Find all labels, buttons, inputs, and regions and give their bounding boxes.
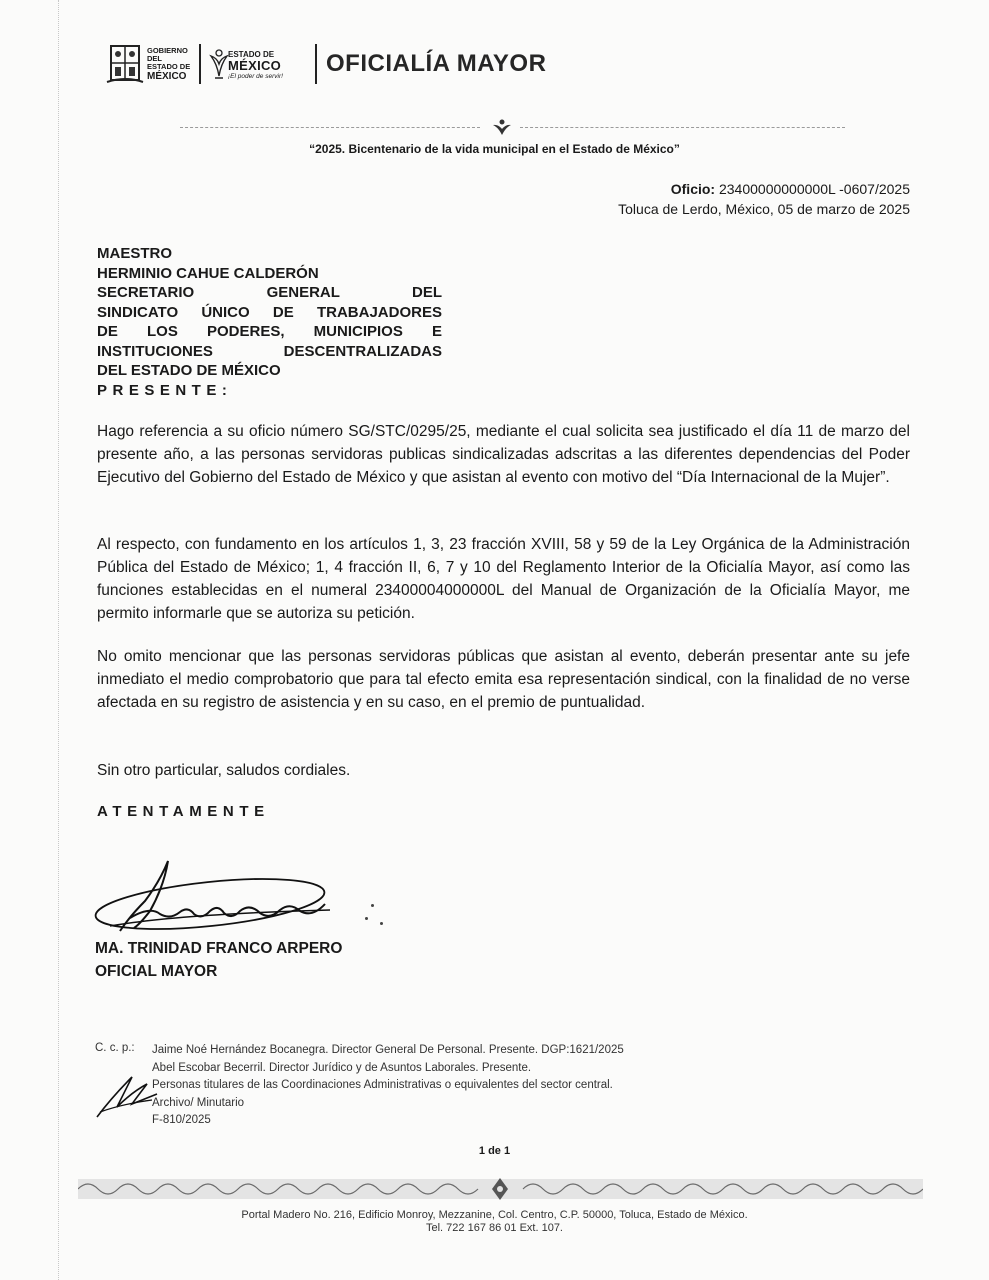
state-government-label — [147, 47, 197, 82]
body-paragraph-4: Sin otro particular, saludos cordiales. — [97, 762, 351, 779]
signer-title: OFICIAL MAYOR — [95, 963, 218, 980]
ccp-line: Jaime Noé Hernández Bocanegra. Director General De Personal. Presente. DGP:1621/2025 — [152, 1044, 624, 1056]
oficio-number: 23400000000000L -0607/2025 — [718, 181, 910, 197]
oficio-label: Oficio: — [670, 181, 716, 197]
body-paragraph-2: Al respecto, con fundamento en los artículos 1, 3, 23 fracción XVIII, 58 y 59 de la Ley Orgánica de la Administración Pública del Estado de México; 1, 4 fracción II, 6, 7 y 10 del Reglamento Interior de la Oficialía Mayor, así como las funciones establecidas en el numeral 23400004000000L del Manual de Organización de la Oficialía Mayor, me permito informarle que se autoriza su petición. — [97, 536, 910, 622]
oficio-reference — [671, 181, 910, 197]
recipient-line: SECRETARIO GENERAL DEL — [97, 284, 442, 301]
presente-label: PRESENTE: — [97, 381, 233, 399]
recipient-line: MAESTRO — [97, 245, 172, 262]
body-paragraph-3: No omito mencionar que las personas servidoras públicas que asistan al evento, deberán presentar ante su jefe inmediato el medio comprobatorio que para tal efecto emita esa representación sindical, con la finalidad de no verse afectada en su registro de asistencia y en su caso, en el premio de puntualidad. — [97, 648, 910, 711]
state-brand-label — [228, 50, 308, 81]
state-coat-of-arms-icon — [105, 42, 145, 84]
flower-ornament-icon — [490, 117, 514, 137]
brand-line-2: MÉXICO — [228, 58, 282, 73]
page-number: 1 de 1 — [478, 1145, 511, 1157]
recipient-line: HERMINIO CAHUE CALDERÓN — [97, 264, 319, 282]
atentamente-label: ATENTAMENTE — [97, 803, 270, 820]
scan-speck — [371, 904, 374, 907]
recipient-line: DE LOS PODERES, MUNICIPIOS E — [97, 323, 442, 340]
scan-edge-artifact — [58, 0, 60, 1280]
recipient-line: DEL ESTADO DE MÉXICO — [97, 362, 281, 379]
signer-block — [95, 937, 342, 983]
scan-speck — [365, 917, 368, 920]
ccp-label: C. c. p.: — [95, 1042, 135, 1054]
ccp-line: Abel Escobar Becerril. Director Jurídico y de Asuntos Laborales. Presente. — [152, 1061, 532, 1074]
recipient-block — [97, 244, 442, 400]
footer-address-line-1: Portal Madero No. 216, Edificio Monroy, Mezzanine, Col. Centro, C.P. 50000, Toluca, Estado de México. — [241, 1209, 748, 1221]
brand-line-1: ESTADO DE — [228, 50, 275, 59]
gov-line-3: MÉXICO — [147, 71, 187, 82]
handwritten-initials — [92, 1062, 162, 1122]
decorative-footer-border — [78, 1176, 923, 1202]
header-separator — [199, 44, 201, 84]
gov-line-2: ESTADO DE — [147, 62, 191, 71]
brand-slogan: ¡El poder de servir! — [228, 73, 283, 80]
recipient-line: SINDICATO ÚNICO DE TRABAJADORES — [97, 303, 442, 321]
department-title: OFICIALÍA MAYOR — [326, 50, 547, 77]
header-divider-right — [520, 127, 845, 128]
body-paragraph-1: Hago referencia a su oficio número SG/STC/0295/25, mediante el cual solicita sea justificado el día 11 de marzo del presente año, a las personas servidoras publicas sindicalizadas adscritas a las diferentes dependencias del Poder Ejecutivo del Gobierno del Estado de México y que asistan al evento con motivo del “Día Internacional de la Mujer”. — [97, 423, 910, 486]
handwritten-signature — [90, 856, 390, 936]
ccp-line: Archivo/ Minutario — [152, 1096, 245, 1109]
gov-line-1: GOBIERNO DEL — [147, 46, 188, 63]
footer-address — [0, 1209, 989, 1235]
scan-speck — [380, 922, 383, 925]
ccp-list — [152, 1042, 624, 1130]
ccp-line: F-810/2025 — [152, 1114, 211, 1126]
ccp-line: Personas titulares de las Coordinaciones Administrativas o equivalentes del sector central. — [152, 1079, 613, 1091]
place-date: Toluca de Lerdo, México, 05 de marzo de 2025 — [618, 201, 910, 217]
year-motto: “2025. Bicentenario de la vida municipal en el Estado de México” — [309, 142, 680, 156]
signer-name: MA. TRINIDAD FRANCO ARPERO — [95, 940, 343, 957]
header-divider-left — [180, 127, 480, 128]
header-separator-2 — [315, 44, 317, 84]
footer-address-line-2: Tel. 722 167 86 01 Ext. 107. — [426, 1222, 563, 1234]
recipient-line: INSTITUCIONES DESCENTRALIZADAS — [97, 342, 442, 360]
